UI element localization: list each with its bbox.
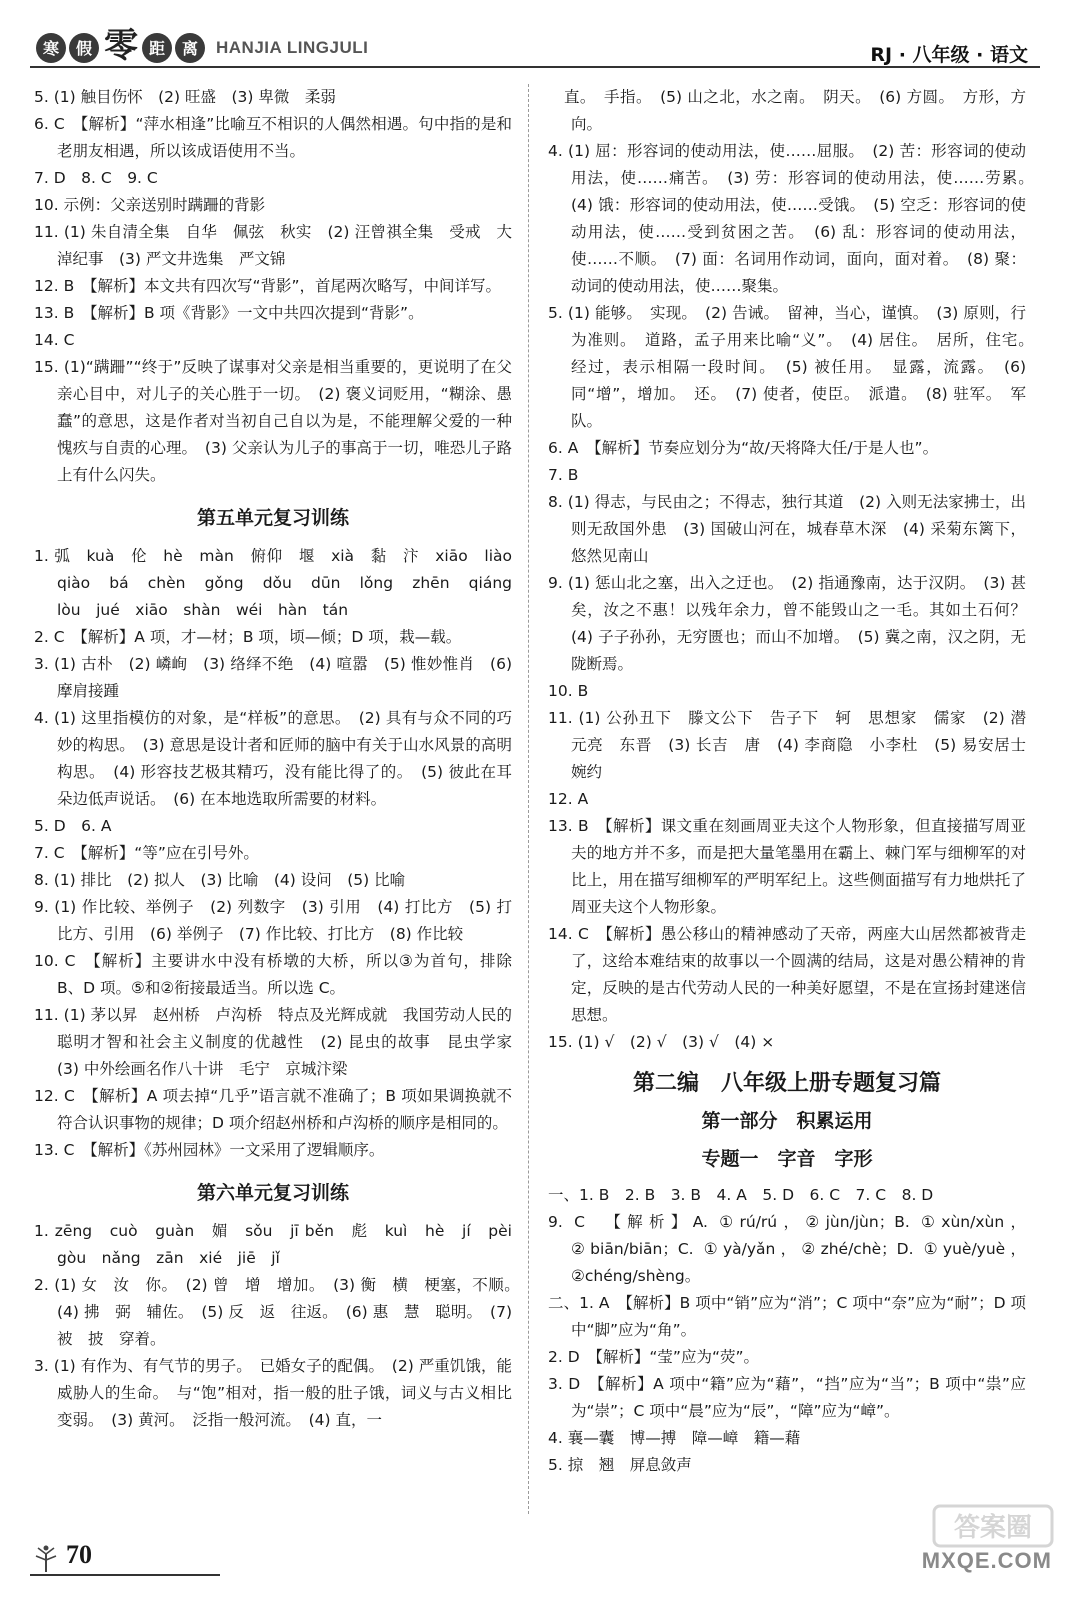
answer-item: 9. C 【解析】A. ①rú/rú，②jùn/jùn；B. ①xùn/xùn，②biān/biān；C. ①yà/yǎn，②zhé/chè；D. ①yuè/yuè，②chéng/shèng。 — [548, 1213, 1026, 1285]
brand-char: 假 — [69, 33, 99, 63]
answer-item: 4. (1) 这里指模仿的对象，是“样板”的意思。 (2) 具有与众不同的巧妙的构思。 (3) 意思是设计者和匠师的脑中有关于山水风景的高明构思。 (4) 形容技艺极其精巧，没有能比得了的。 (5) 彼此在耳朵边低声说话。 (6) 在本地选取所需要的材料。 — [34, 709, 512, 808]
section-title: 第六单元复习训练 — [196, 1182, 349, 1204]
brand-pinyin: HANJIA LINGJULI — [216, 37, 369, 57]
answer-item: 6. C 【解析】“萍水相逢”比喻互不相识的人偶然相遇。句中指的是和老朋友相遇，所以该成语使用不当。 — [34, 115, 512, 160]
answer-item: 12. B 【解析】本文共有四次写“背影”，首尾两次略写，中间详写。 — [34, 277, 502, 295]
answer-item: 3. (1) 有作为、有气节的男子。 已婚女子的配偶。 (2) 严重饥饿，能威胁人的生命。 与“饱”相对，指一般的肚子饿，词义与古义相比变弱。 (3) 黄河。 泛指一般河流。 (4) 直，一 — [34, 1357, 512, 1429]
answer-item: 11. (1) 朱自清全集 自华 佩弦 秋实 (2) 汪曾祺全集 受戒 大淖纪事 (3) 严文井选集 严文锦 — [34, 223, 512, 268]
watermark-brand: 答案圈 — [953, 1513, 1033, 1543]
answer-item: 13. B 【解析】课文重在刻画周亚夫这个人物形象，但直接描写周亚夫的地方并不多，而是把大量笔墨用在霸上、棘门军与细柳军的对比上，用在描写细柳军的严明军纪上。这些侧面描写有力地烘托了周亚夫这个人物形象。 — [548, 817, 1026, 916]
answer-item: 5. (1) 能够。 实现。 (2) 告诫。 留神，当心，谨慎。 (3) 原则，行为准则。 道路，孟子用来比喻“义”。 (4) 居住。 居所，住宅。 经过，表示相隔一段时间。 (5) 被任用。 显露，流露。 (6) 同“增”，增加。 还。 (7) 使者，使臣。 派遣。 (8) 驻军。 军队。 — [548, 304, 1042, 430]
footer-rule — [30, 1574, 220, 1576]
header-rule — [30, 66, 1040, 68]
answer-item: 10. C 【解析】主要讲水中没有桥墩的大桥，所以③为首句，排除 B、D 项。⑤和②衔接最适当。所以选 C。 — [34, 952, 512, 997]
answer-item: 5. 掠 翘 屏息敛声 — [548, 1456, 692, 1474]
subsection-title: 第一部分 积累运用 — [701, 1110, 873, 1132]
subsection-title: 专题一 字音 字形 — [701, 1148, 873, 1170]
answer-item: 1. 弧 kuà 伦 hè màn 俯仰 堰 xià 黏 汴 xiāo liào qiào bá chèn gǒng dǒu dūn lǒng zhēn qiáng lòu jué xiāo shàn wéi hàn tán — [34, 547, 528, 619]
answer-item: 二、1. A 【解析】B 项中“销”应为“消”；C 项中“奈”应为“耐”；D 项中“脚”应为“角”。 — [548, 1294, 1026, 1339]
answer-item: 5. (1) 触目伤怀 (2) 旺盛 (3) 卑微 柔弱 — [34, 88, 336, 106]
answer-item: 10. 示例：父亲送别时蹒跚的背影 — [34, 196, 266, 214]
page-header — [30, 26, 1040, 68]
answer-item: 9. (1) 作比较、举例子 (2) 列数字 (3) 引用 (4) 打比方 (5) 打比方、引用 (6) 举例子 (7) 作比较、打比方 (8) 作比较 — [34, 898, 512, 943]
answer-item: 9. (1) 惩山北之塞，出入之迂也。 (2) 指通豫南，达于汉阴。 (3) 甚矣，汝之不惠！以残年余力，曾不能毁山之一毛。其如土石何？ (4) 子子孙孙，无穷匮也；而山不加增。 (5) 冀之南，汉之阴，无陇断焉。 — [548, 574, 1042, 673]
answer-item: 3. (1) 古朴 (2) 嶙峋 (3) 络绎不绝 (4) 喧嚣 (5) 惟妙惟肖 (6) 摩肩接踵 — [34, 655, 512, 700]
grade-subject-label: RJ · 八年级 · 语文 — [870, 44, 1028, 66]
answer-item: 2. C 【解析】A 项，才—材；B 项，顷—倾；D 项，栽—载。 — [34, 628, 462, 646]
page-number: 70 — [66, 1540, 92, 1569]
watermark-logo-icon — [928, 1500, 1058, 1590]
left-column — [34, 84, 528, 1434]
answer-item: 12. A — [548, 790, 589, 808]
page-footer — [30, 1538, 230, 1578]
answer-item: 7. D 8. C 9. C — [34, 169, 158, 187]
section-title: 第五单元复习训练 — [196, 507, 349, 529]
column-divider — [528, 84, 529, 1514]
part-title: 第二编 八年级上册专题复习篇 — [632, 1070, 941, 1096]
answer-item: 11. (1) 茅以昇 赵州桥 卢沟桥 特点及光辉成就 我国劳动人民的聪明才智和社会主义制度的优越性 (2) 昆虫的故事 昆虫学家 (3) 中外绘画名作八十讲 毛宁 京城汴梁 — [34, 1006, 528, 1078]
right-column — [548, 84, 1042, 1479]
brand-char-large: 零 — [104, 26, 138, 66]
brand-char: 距 — [142, 33, 172, 63]
answer-item: 15. (1)“蹒跚”“终于”反映了谋事对父亲是相当重要的，更说明了在父亲心目中，对儿子的关心胜于一切。 (2) 褒义词贬用，“糊涂、愚蠢”的意思，这是作者对当初自己自以为是，不能理解父爱的一种愧疚与自责的心理。 (3) 父亲认为儿子的事高于一切，唯恐儿子路上有什么闪失。 — [34, 358, 512, 484]
answer-item: 8. (1) 排比 (2) 拟人 (3) 比喻 (4) 设问 (5) 比喻 — [34, 871, 406, 889]
answer-item: 12. C 【解析】A 项去掉“几乎”语言就不准确了；B 项如果调换就不符合认识事物的规律；D 项介绍赵州桥和卢沟桥的顺序是相同的。 — [34, 1087, 512, 1132]
answer-item: 15. (1) √ (2) √ (3) √ (4) × — [548, 1033, 775, 1051]
answer-item: 8. (1) 得志，与民由之；不得志，独行其道 (2) 入则无法家拂士，出则无敌国外患 (3) 国破山河在，城春草木深 (4) 采菊东篱下，悠然见南山 — [548, 493, 1026, 565]
answer-item: 一、1. B 2. B 3. B 4. A 5. D 6. C 7. C 8. D — [548, 1186, 934, 1204]
answer-item: 7. C 【解析】“等”应在引号外。 — [34, 844, 259, 862]
tree-ornament-icon — [30, 1542, 62, 1574]
answer-item: 14. C 【解析】愚公移山的精神感动了天帝，两座大山居然都被背走了，这给本难结束的故事以一个圆满的结局，这是对愚公精神的肯定，反映的是古代劳动人民的一种美好愿望，不是在宣扬封建迷信思想。 — [548, 925, 1026, 1024]
brand-logo — [36, 28, 368, 67]
answer-item: 13. B 【解析】B 项《背影》一文中共四次提到“背影”。 — [34, 304, 424, 322]
answer-item: 1. zēng cuò guàn 媚 sǒu jī běn 彪 kuì hè jí pèi gòu nǎng zān xié jiē jǐ — [34, 1222, 528, 1267]
brand-char: 离 — [175, 33, 205, 63]
answer-item: 2. D 【解析】“莹”应为“荧”。 — [548, 1348, 760, 1366]
answer-item: 4. 襄—囊 博—搏 障—嶂 籍—藉 — [548, 1429, 801, 1447]
brand-char: 寒 — [36, 33, 66, 63]
answer-item: 13. C 【解析】《苏州园林》一文采用了逻辑顺序。 — [34, 1141, 385, 1159]
answer-item: 4. (1) 屈：形容词的使动用法，使……屈服。 (2) 苦：形容词的使动用法，使……痛苦。 (3) 劳：形容词的使动用法，使……劳累。 (4) 饿：形容词的使动用法，使……受饿。 (5) 空乏：形容词的使动用法，使……受到贫困之苦。 (6) 乱：形容词的使动用法，使……不顺。 (7) 面：名词用作动词，面向，面对着。 (8) 聚：动词的使动用法，使……聚集。 — [548, 142, 1042, 295]
answer-item: 3. D 【解析】A 项中“籍”应为“藉”，“挡”应为“当”；B 项中“祟”应为“崇”；C 项中“晨”应为“辰”，“障”应为“嶂”。 — [548, 1375, 1026, 1420]
answer-item: 14. C — [34, 331, 75, 349]
answer-item: 6. A 【解析】节奏应划分为“故/天将降大任/于是人也”。 — [548, 439, 939, 457]
watermark-url: MXQE.COM — [921, 1548, 1052, 1573]
answer-item: 7. B — [548, 466, 579, 484]
answer-item: 5. D 6. A — [34, 817, 112, 835]
answer-item: 2. (1) 女 汝 你。 (2) 曾 增 增加。 (3) 衡 横 梗塞，不顺。 (4) 拂 弼 辅佐。 (5) 反 返 往返。 (6) 惠 慧 聪明。 (7) 被 披 穿着。 — [34, 1276, 528, 1348]
answer-item: 11. (1) 公孙丑下 滕文公下 告子下 轲 思想家 儒家 (2) 潜 元亮 东晋 (3) 长吉 唐 (4) 李商隐 小李杜 (5) 易安居士 婉约 — [548, 709, 1042, 781]
answer-item: 10. B — [548, 682, 589, 700]
answer-item: 直。 手指。 (5) 山之北，水之南。 阴天。 (6) 方圆。 方形，方向。 — [548, 88, 1026, 133]
